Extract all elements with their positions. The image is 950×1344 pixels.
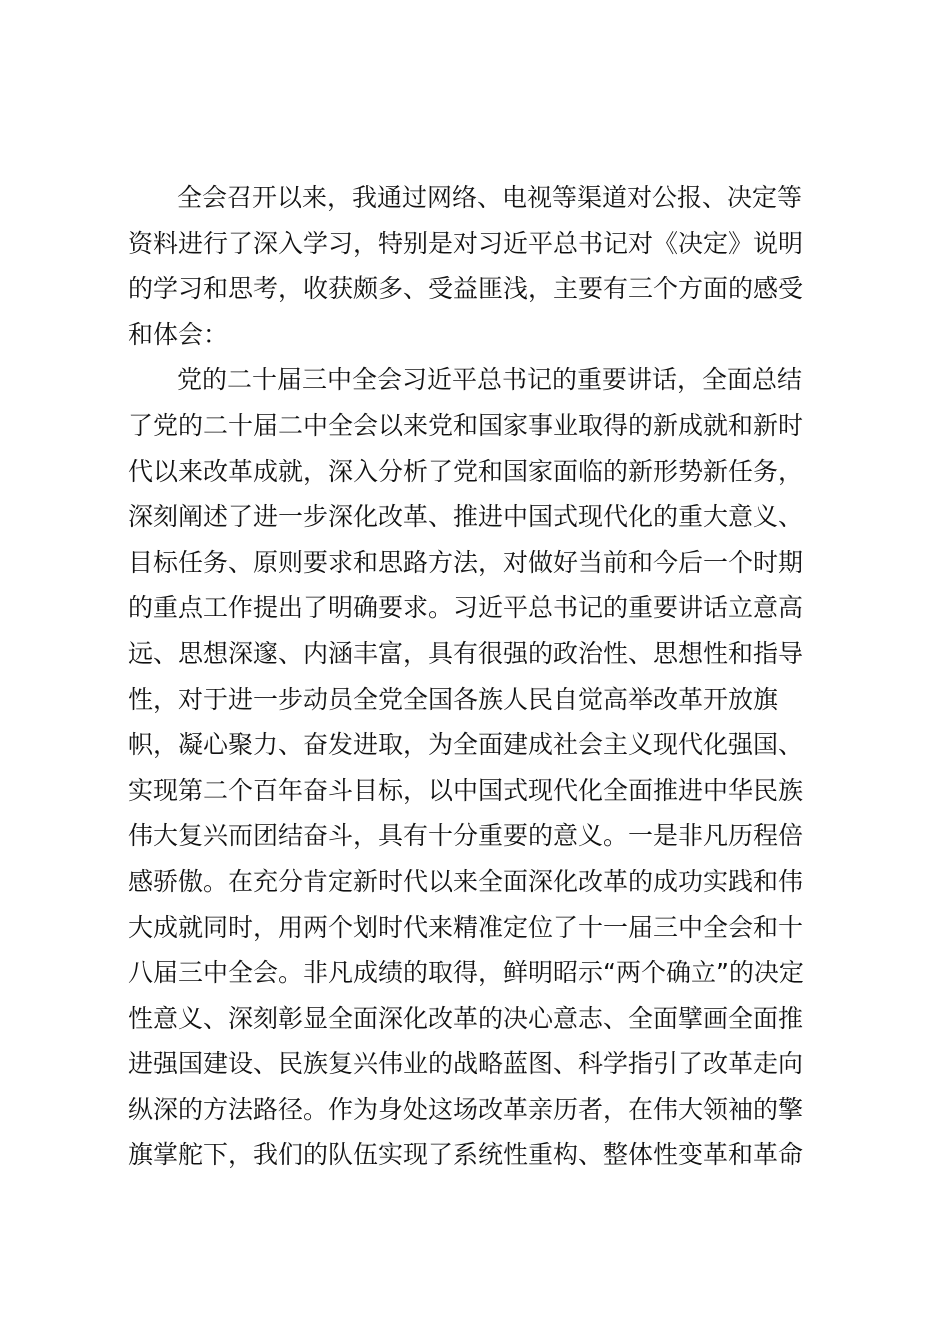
paragraph-2-line-3: 代以来改革成就，深入分析了党和国家面临的新形势新任务， bbox=[128, 456, 804, 486]
paragraph-2-line-2: 了党的二十届二中全会以来党和国家事业取得的新成就和新时 bbox=[128, 410, 804, 440]
paragraph-1-line-1: 全会召开以来，我通过网络、电视等渠道对公报、决定等 bbox=[177, 183, 803, 212]
paragraph-2-line-18: 旗掌舵下，我们的队伍实现了系统性重构、整体性变革和革命 bbox=[128, 1140, 804, 1170]
paragraph-2-line-17: 纵深的方法路径。作为身处这场改革亲历者，在伟大领袖的擎 bbox=[128, 1094, 804, 1124]
paragraph-2-line-7: 远、思想深邃、内涵丰富，具有很强的政治性、思想性和指导 bbox=[128, 638, 804, 668]
paragraph-2-line-10: 实现第二个百年奋斗目标，以中国式现代化全面推进中华民族 bbox=[128, 775, 804, 805]
paragraph-1-line-2: 资料进行了深入学习，特别是对习近平总书记对《决定》说明 bbox=[128, 228, 804, 258]
paragraph-2-line-5: 目标任务、原则要求和思路方法，对做好当前和今后一个时期 bbox=[128, 547, 804, 577]
paragraph-2-line-13: 大成就同时，用两个划时代来精准定位了十一届三中全会和十 bbox=[128, 912, 804, 942]
paragraph-2-line-9: 帜，凝心聚力、奋发进取，为全面建成社会主义现代化强国、 bbox=[128, 730, 804, 760]
paragraph-2-line-14: 八届三中全会。非凡成绩的取得，鲜明昭示“两个确立”的决定 bbox=[128, 958, 804, 988]
paragraph-2-line-11: 伟大复兴而团结奋斗，具有十分重要的意义。一是非凡历程倍 bbox=[128, 821, 804, 851]
paragraph-2-line-16: 进强国建设、民族复兴伟业的战略蓝图、科学指引了改革走向 bbox=[128, 1049, 804, 1079]
paragraph-1-line-3: 的学习和思考，收获颇多、受益匪浅，主要有三个方面的感受 bbox=[128, 274, 804, 304]
paragraph-2-line-6: 的重点工作提出了明确要求。习近平总书记的重要讲话立意高 bbox=[128, 593, 804, 623]
paragraph-2-line-15: 性意义、深刻彰显全面深化改革的决心意志、全面擘画全面推 bbox=[128, 1003, 804, 1033]
paragraph-2-line-12: 感骄傲。在充分肯定新时代以来全面深化改革的成功实践和伟 bbox=[128, 866, 804, 896]
paragraph-2-line-4: 深刻阐述了进一步深化改革、推进中国式现代化的重大意义、 bbox=[128, 502, 804, 532]
body-text bbox=[128, 175, 848, 1178]
paragraph-1-line-4: 和体会： bbox=[128, 319, 229, 349]
paragraph-2-line-1: 党的二十届三中全会习近平总书记的重要讲话，全面总结 bbox=[177, 365, 803, 395]
paragraph-2-line-8: 性，对于进一步动员全党全国各族人民自觉高举改革开放旗 bbox=[128, 684, 779, 714]
